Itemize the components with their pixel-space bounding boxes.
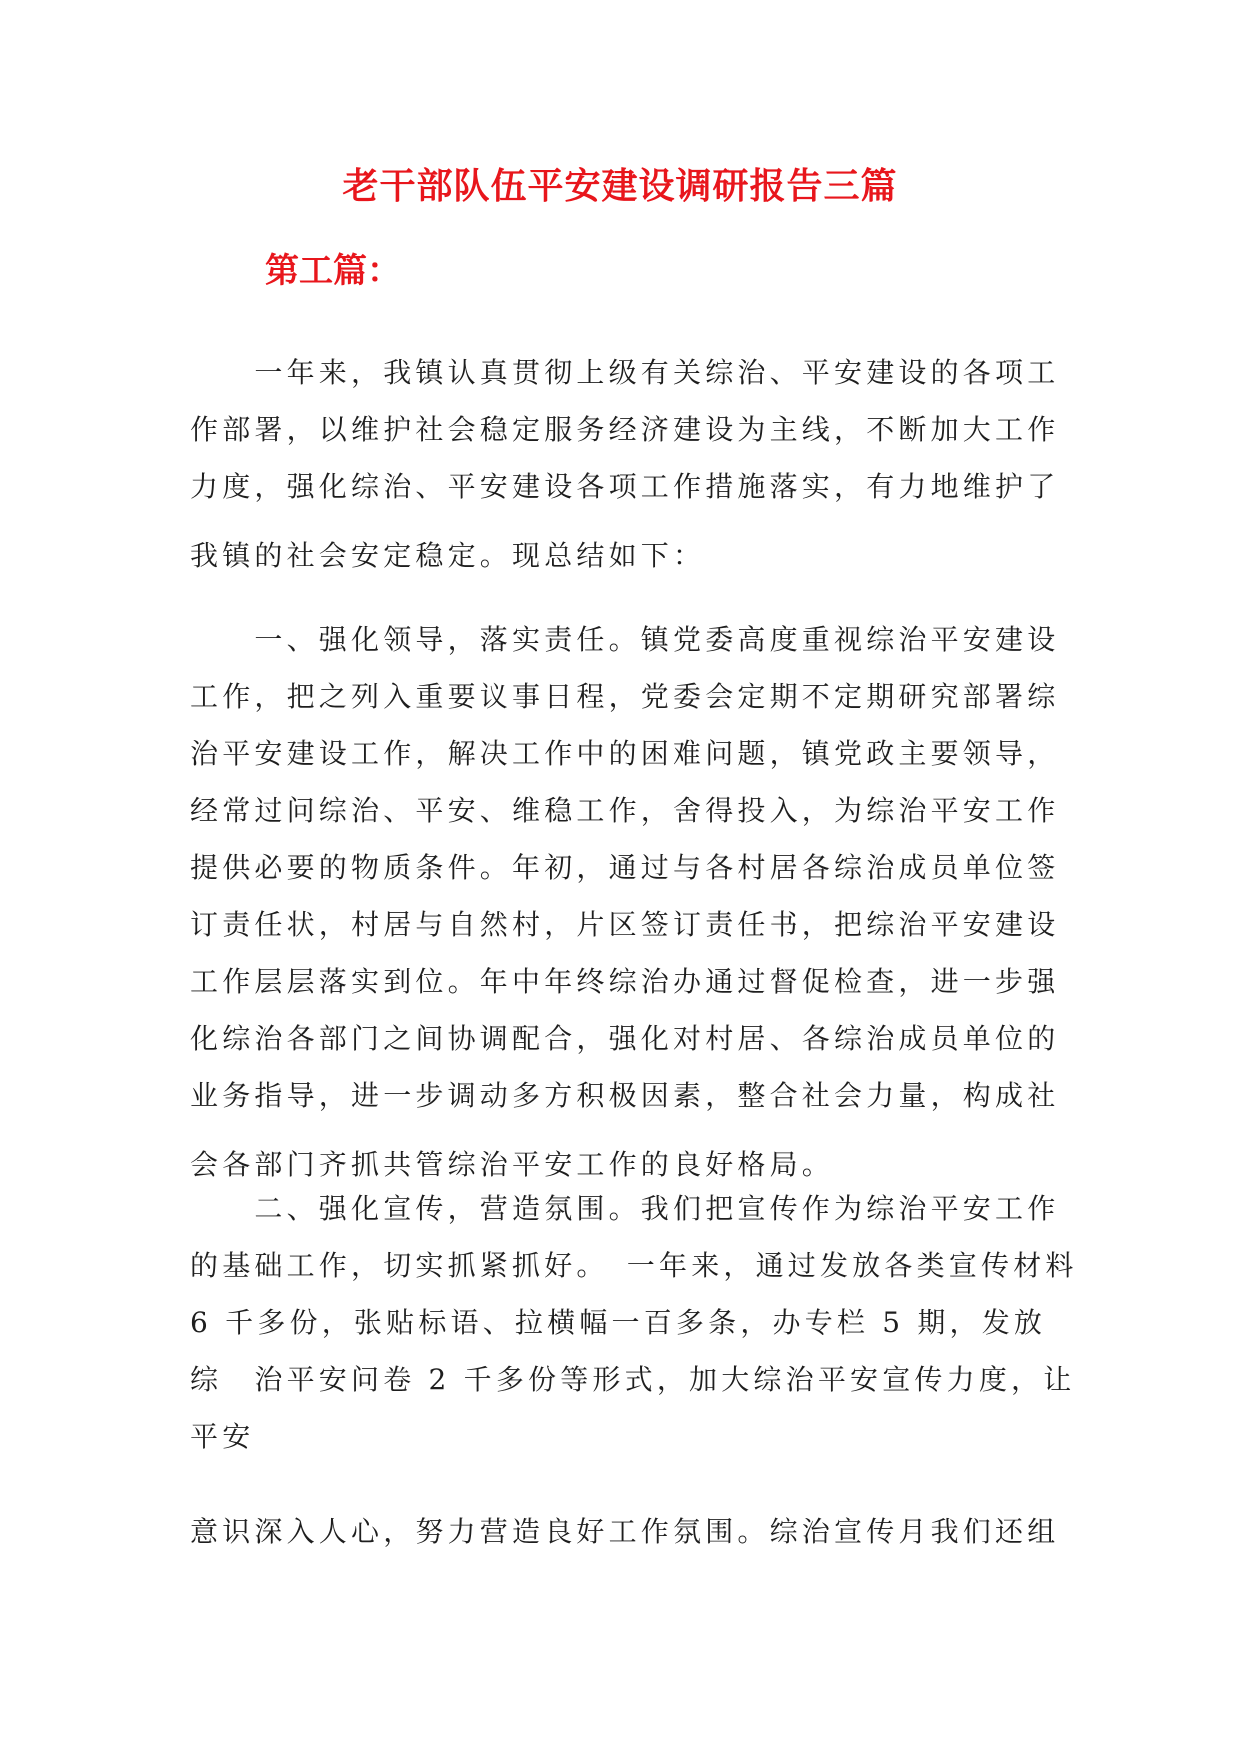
section-heading: 第工篇： — [265, 251, 401, 291]
paragraph-line: 二、强化宣传，营造氛围。我们把宣传作为综治平安工作 — [190, 1192, 1060, 1225]
paragraph-1 — [190, 344, 1060, 584]
paragraph-line: 治平安建设工作，解决工作中的困难问题，镇党政主要领导， — [190, 737, 1060, 770]
paragraph-2 — [190, 611, 1060, 1193]
paragraph-line: 平安 — [190, 1420, 255, 1453]
paragraph-line: 提供必要的物质条件。年初，通过与各村居各综治成员单位签 — [190, 851, 1060, 884]
paragraph-line: 作部署，以维护社会稳定服务经济建设为主线，不断加大工作 — [190, 413, 1060, 446]
paragraph-3 — [190, 1180, 1078, 1560]
paragraph-line: 一年来，我镇认真贯彻上级有关综治、平安建设的各项工 — [190, 356, 1060, 389]
paragraph-line: 一、强化领导，落实责任。镇党委高度重视综治平安建设 — [190, 623, 1060, 656]
paragraph-line: 业务指导，进一步调动多方积极因素，整合社会力量，构成社 — [190, 1079, 1060, 1112]
paragraph-line: 的基础工作，切实抓紧抓好。 一年来，通过发放各类宣传材料 — [190, 1249, 1078, 1282]
paragraph-line: 综 治平安问卷 2 千多份等形式，加大综治平安宣传力度，让 — [190, 1363, 1076, 1396]
paragraph-line: 会各部门齐抓共管综治平安工作的良好格局。 — [190, 1148, 835, 1181]
paragraph-line: 订责任状，村居与自然村，片区签订责任书，把综治平安建设 — [190, 908, 1060, 941]
document-title: 老干部队伍平安建设调研报告三篇 — [342, 165, 898, 207]
paragraph-line: 化综治各部门之间协调配合，强化对村居、各综治成员单位的 — [190, 1022, 1060, 1055]
paragraph-line: 力度，强化综治、平安建设各项工作措施落实，有力地维护了 — [190, 470, 1060, 503]
paragraph-line: 我镇的社会安定稳定。现总结如下： — [190, 539, 706, 572]
paragraph-line: 意识深入人心，努力营造良好工作氛围。综治宣传月我们还组 — [190, 1515, 1060, 1548]
paragraph-line: 经常过问综治、平安、维稳工作，舍得投入，为综治平安工作 — [190, 794, 1060, 827]
paragraph-line: 工作，把之列入重要议事日程，党委会定期不定期研究部署综 — [190, 680, 1060, 713]
paragraph-line: 工作层层落实到位。年中年终综治办通过督促检查，进一步强 — [190, 965, 1060, 998]
paragraph-line: 6 千多份，张贴标语、拉横幅一百多条，办专栏 5 期，发放 — [190, 1306, 1047, 1339]
